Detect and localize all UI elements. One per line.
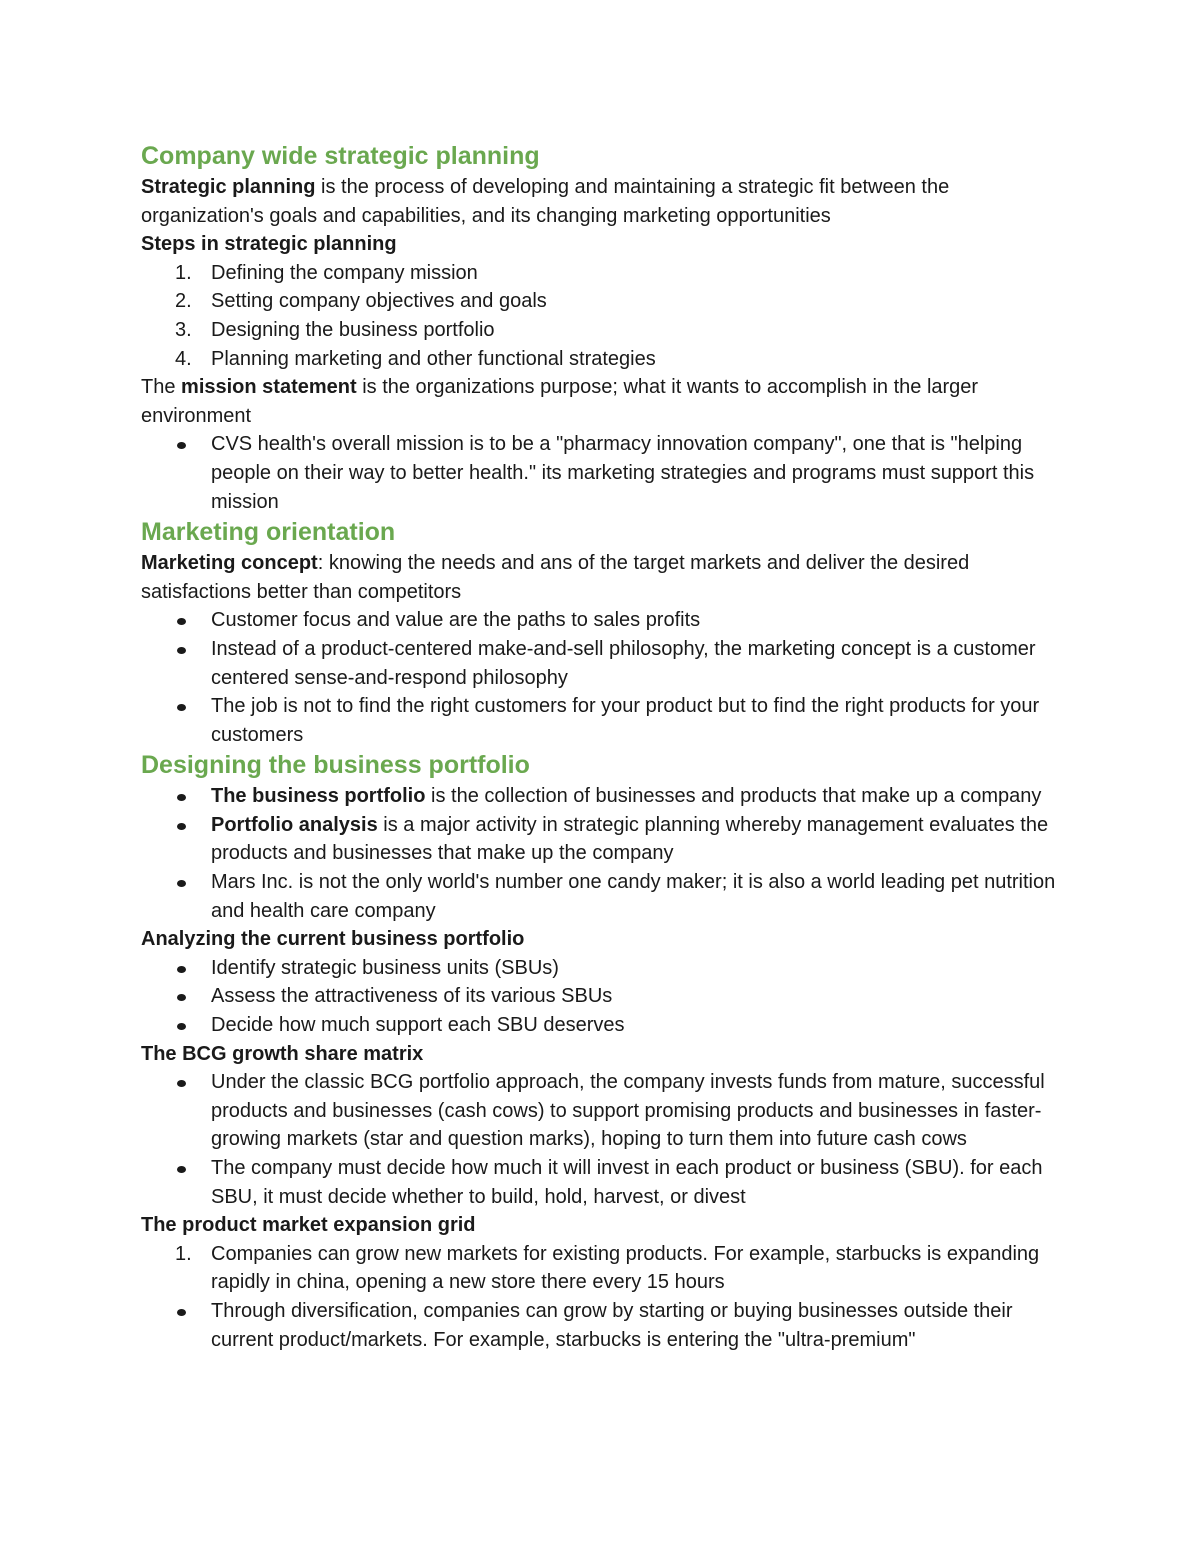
bullet-icon [177,794,186,801]
subheading-bcg-matrix: The BCG growth share matrix [141,1042,424,1065]
list-item-text: Mars Inc. is not the only world's number one candy maker; it is also a world leading pet nutrition and health care company [211,871,1056,922]
definition-text: : knowing the needs and ans of the target markets and deliver the desired satisfactions better than competitors [141,552,970,603]
list-item-text: Identify strategic business units (SBUs) [211,956,559,979]
list-item-text: is a major activity in strategic planning whereby management evaluates the products and businesses that make up the company [211,813,1049,865]
list-item-text: Through diversification, companies can grow by starting or buying businesses outside their current product/markets. For example, starbucks is entering the "ultra-premium" [211,1299,1013,1351]
analyzing-bullet-list [141,954,1060,1040]
list-number: 3. [175,318,192,341]
bullet-icon [177,1309,186,1316]
marketing-concept-definition [141,549,1060,606]
list-item-text: Assess the attractiveness of its various SBUs [211,985,613,1008]
term-strategic-planning: Strategic planning [141,176,316,198]
list-item [141,811,1060,868]
list-item-text: Companies can grow new markets for existing products. For example, starbucks is expanding rapidly in china, opening a new store there every 15 hours [211,1242,1040,1294]
list-item-text: Setting company objectives and goals [211,290,547,313]
list-item [141,259,1060,288]
bullet-icon [177,966,186,973]
list-item [141,635,1060,692]
bullet-icon [177,994,186,1001]
list-item [141,606,1060,635]
list-item [141,692,1060,749]
list-item [141,345,1060,374]
heading-company-wide-strategic-planning: Company wide strategic planning [141,142,540,170]
bcg-bullet-list [141,1068,1060,1211]
list-item-text: Planning marketing and other functional strategies [211,347,656,370]
list-item-text: Customer focus and value are the paths to sales profits [211,609,701,632]
list-item [141,782,1060,811]
heading-marketing-orientation: Marketing orientation [141,518,396,547]
strategic-planning-definition [141,173,1060,230]
definition-text: is the organizations purpose; what it wants to accomplish in the larger environment [141,376,979,427]
list-item-text: is the collection of businesses and products that make up a company [425,785,1042,808]
list-item [141,1154,1060,1211]
bullet-icon [177,1080,186,1087]
list-item-text: Defining the company mission [211,261,478,284]
list-number: 2. [175,290,192,313]
subheading-expansion-grid: The product market expansion grid [141,1214,476,1237]
grid-bullet-list [141,1297,1060,1354]
bullet-icon [177,647,186,654]
list-item [141,982,1060,1011]
term-portfolio-analysis: Portfolio analysis [211,813,378,836]
portfolio-bullet-list [141,782,1060,925]
list-item [141,287,1060,316]
list-item-text: CVS health's overall mission is to be a "pharmacy innovation company", one that is "helping people on their way to better health." its marketing strategies and programs must support this mission [211,433,1035,513]
term-business-portfolio: The business portfolio [211,785,426,808]
steps-list [141,259,1060,373]
marketing-bullet-list [141,606,1060,749]
bullet-icon [177,442,186,449]
list-item [141,1297,1060,1354]
grid-numbered-list [141,1240,1060,1297]
definition-text: is the process of developing and maintaining a strategic fit between the organization's goals and capabilities, and its changing marketing opportunities [141,176,950,227]
term-marketing-concept: Marketing concept [141,552,318,575]
mission-statement-definition [141,373,1060,430]
list-item-text: Under the classic BCG portfolio approach, the company invests funds from mature, successful products and businesses (cash cows) to support promising products and businesses in faster-growing markets (star and question marks), hoping to turn them into future cash cows [211,1071,1045,1151]
list-item [141,1240,1060,1297]
subheading-analyzing-portfolio: Analyzing the current business portfolio [141,928,525,951]
list-item-text: The company must decide how much it will invest in each product or business (SBU). for each SBU, it must decide whether to build, hold, harvest, or divest [211,1157,1043,1208]
subheading-steps: Steps in strategic planning [141,233,397,256]
bullet-icon [177,823,186,830]
bullet-icon [177,1023,186,1030]
list-item [141,316,1060,345]
list-item [141,868,1060,925]
bullet-icon [177,618,186,625]
list-item [141,1068,1060,1154]
list-number: 1. [175,1242,192,1265]
mission-bullet-list [141,430,1060,516]
list-number: 1. [175,261,192,284]
list-number: 4. [175,347,192,370]
bullet-icon [177,704,186,711]
list-item-text: Decide how much support each SBU deserves [211,1014,625,1037]
list-item-text: Designing the business portfolio [211,318,495,341]
bullet-icon [177,1166,186,1173]
list-item [141,954,1060,983]
list-item-text: The job is not to find the right customers for your product but to find the right products for your customers [211,695,1040,746]
list-item-text: Instead of a product-centered make-and-sell philosophy, the marketing concept is a customer centered sense-and-respond philosophy [211,637,1036,689]
mission-prefix: The [141,376,182,399]
term-mission-statement: mission statement [181,376,357,399]
list-item [141,430,1060,516]
bullet-icon [177,880,186,887]
list-item [141,1011,1060,1040]
heading-designing-business-portfolio: Designing the business portfolio [141,751,530,780]
